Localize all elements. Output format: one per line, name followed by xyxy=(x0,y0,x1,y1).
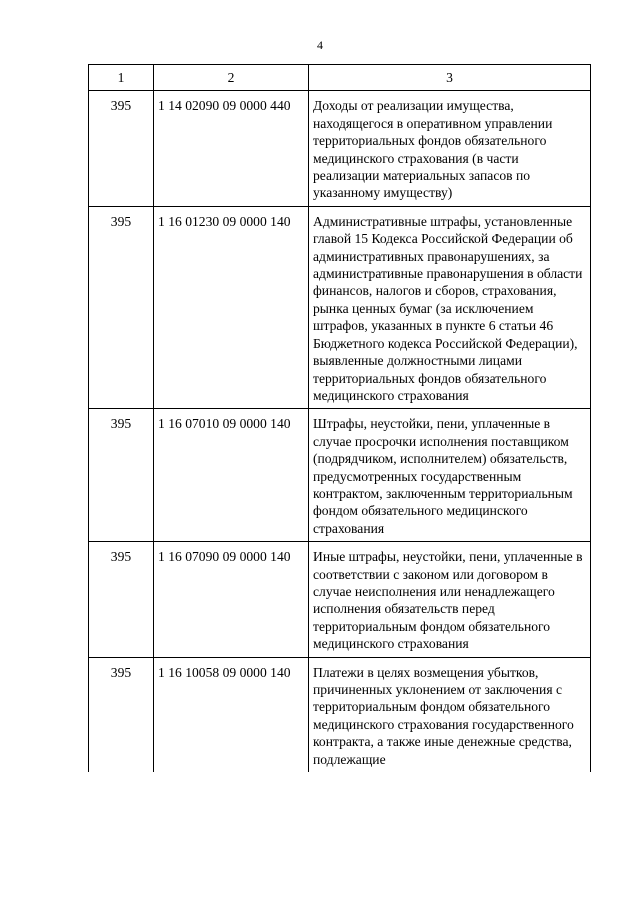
revenue-name-cell: Иные штрафы, неустойки, пени, уплаченные в соответствии с законом или договором в случае неисполнения или ненадлежащего исполнения обязательств перед территориальным фондом обязательного медицинского страхования xyxy=(309,542,591,657)
table-row xyxy=(89,542,591,657)
revenue-name-cell: Доходы от реализации имущества, находящегося в оперативном управлении территориальных фондов обязательного медицинского страхования (в части реализации материальных запасов по указанному имуществу) xyxy=(309,91,591,206)
table-row xyxy=(89,657,591,772)
admin-code-cell: 395 xyxy=(89,542,154,657)
page-number: 4 xyxy=(317,38,323,52)
admin-code-cell: 395 xyxy=(89,91,154,206)
column-header-2: 2 xyxy=(154,65,309,91)
table-header-row xyxy=(89,65,591,91)
table-row xyxy=(89,409,591,542)
table-row xyxy=(89,206,591,408)
revenue-name-cell: Платежи в целях возмещения убытков, причиненных уклонением от заключения с территориальным фондом обязательного медицинского страхования государственного контракта, а также иные денежные средства, подлежащие xyxy=(309,657,591,772)
revenue-name-cell: Штрафы, неустойки, пени, уплаченные в случае просрочки исполнения поставщиком (подрядчиком, исполнителем) обязательств, предусмотренных государственным контрактом, заключенным территориальным фондом обязательного медицинского страхования xyxy=(309,409,591,542)
budget-code-cell: 1 16 07010 09 0000 140 xyxy=(154,409,309,542)
column-header-1: 1 xyxy=(89,65,154,91)
budget-code-cell: 1 16 10058 09 0000 140 xyxy=(154,657,309,772)
column-header-3: 3 xyxy=(309,65,591,91)
budget-code-cell: 1 14 02090 09 0000 440 xyxy=(154,91,309,206)
revenue-codes-table xyxy=(88,64,591,772)
admin-code-cell: 395 xyxy=(89,657,154,772)
revenue-name-cell: Административные штрафы, установленные главой 15 Кодекса Российской Федерации об административных правонарушениях, за административные правонарушения в области финансов, налогов и сборов, страхования, рынка ценных бумаг (за исключением штрафов, указанных в пункте 6 статьи 46 Бюджетного кодекса Российской Федерации), выявленные должностными лицами территориальных фондов обязательного медицинского страхования xyxy=(309,206,591,408)
admin-code-cell: 395 xyxy=(89,409,154,542)
admin-code-cell: 395 xyxy=(89,206,154,408)
table-row xyxy=(89,91,591,206)
budget-code-cell: 1 16 01230 09 0000 140 xyxy=(154,206,309,408)
budget-code-cell: 1 16 07090 09 0000 140 xyxy=(154,542,309,657)
